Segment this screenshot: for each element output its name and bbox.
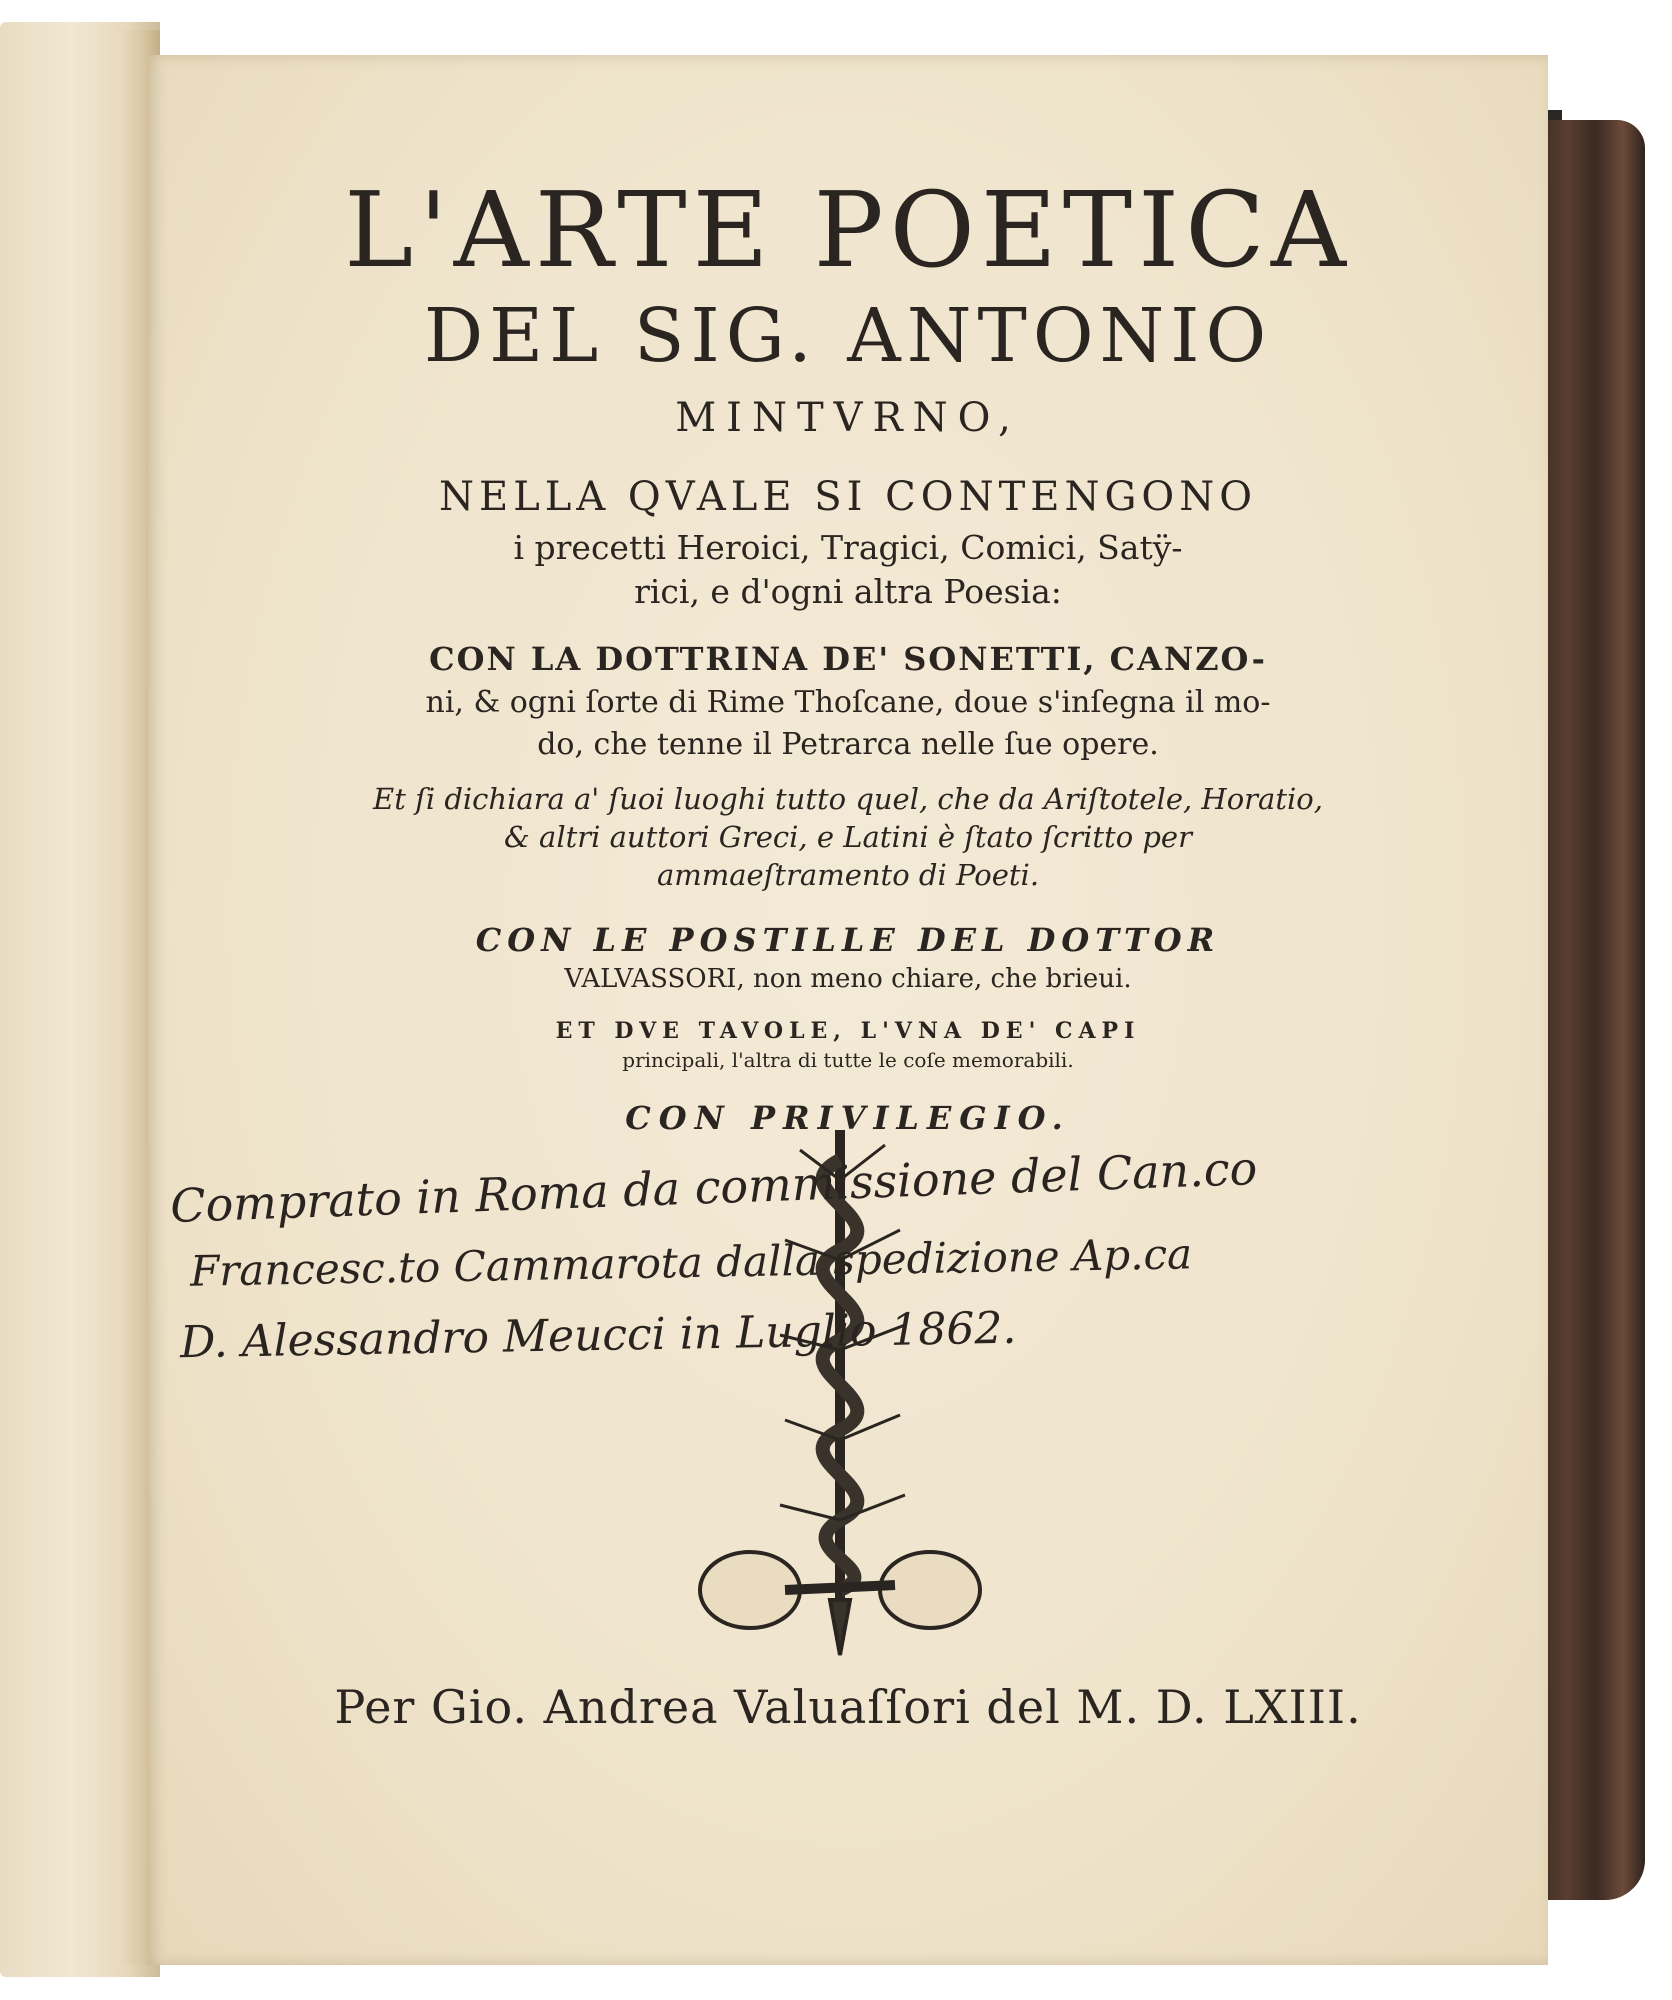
title-line-2: DEL SIG. ANTONIO	[423, 293, 1273, 379]
title-line-1: L'ARTE POETICA	[344, 169, 1352, 291]
inscription-line-1: Comprato in Roma da commissione del Can.co	[169, 1141, 1259, 1233]
handwritten-inscription	[160, 1141, 1530, 1420]
subtitle-altri: & altri auttori Greci, e Latini è ſtato ſcritto per	[504, 820, 1192, 854]
author-name: MINTVRNO,	[675, 395, 1021, 441]
inscription-line-2: Francesc.to Cammarota dalla spedizione Ap.ca	[189, 1229, 1193, 1296]
subtitle-nella: NELLA QVALE SI CONTENGONO	[439, 474, 1257, 520]
subtitle-ni: ni, & ogni ſorte di Rime Thoſcane, doue s'inſegna il mo-	[425, 685, 1271, 720]
subtitle-valvassori: VALVASSORI, non meno chiare, che brieui.	[564, 964, 1132, 994]
privilegio: CON PRIVILEGIO.	[625, 1099, 1071, 1137]
subtitle-con-dottrina: CON LA DOTTRINA DE' SONETTI, CANZO-	[429, 640, 1267, 678]
subtitle-principali: principali, l'altra di tutte le coſe memorabili.	[622, 1048, 1074, 1072]
inscription-line-3: D. Alessandro Meucci in Luglio 1862.	[179, 1302, 1017, 1369]
subtitle-postille: CON LE POSTILLE DEL DOTTOR	[475, 921, 1221, 959]
book-cover-edge	[1535, 120, 1645, 1900]
imprint-line: Per Gio. Andrea Valuaſſori del M. D. LXIII.	[334, 1680, 1362, 1734]
title-text-block	[148, 170, 1548, 1140]
subtitle-ammae: ammaeſtramento di Poeti.	[656, 858, 1040, 892]
subtitle-et-si: Et ſi dichiara a' ſuoi luoghi tutto quel, che da Ariſtotele, Horatio,	[373, 782, 1323, 816]
subtitle-do: do, che tenne il Petrarca nelle ſue opere.	[537, 727, 1159, 762]
subtitle-rici: rici, e d'ogni altra Poesia:	[634, 572, 1062, 611]
subtitle-due-tavole: ET DVE TAVOLE, L'VNA DE' CAPI	[555, 1018, 1141, 1044]
subtitle-precetti: i precetti Heroici, Tragici, Comici, Satÿ-	[513, 528, 1183, 567]
